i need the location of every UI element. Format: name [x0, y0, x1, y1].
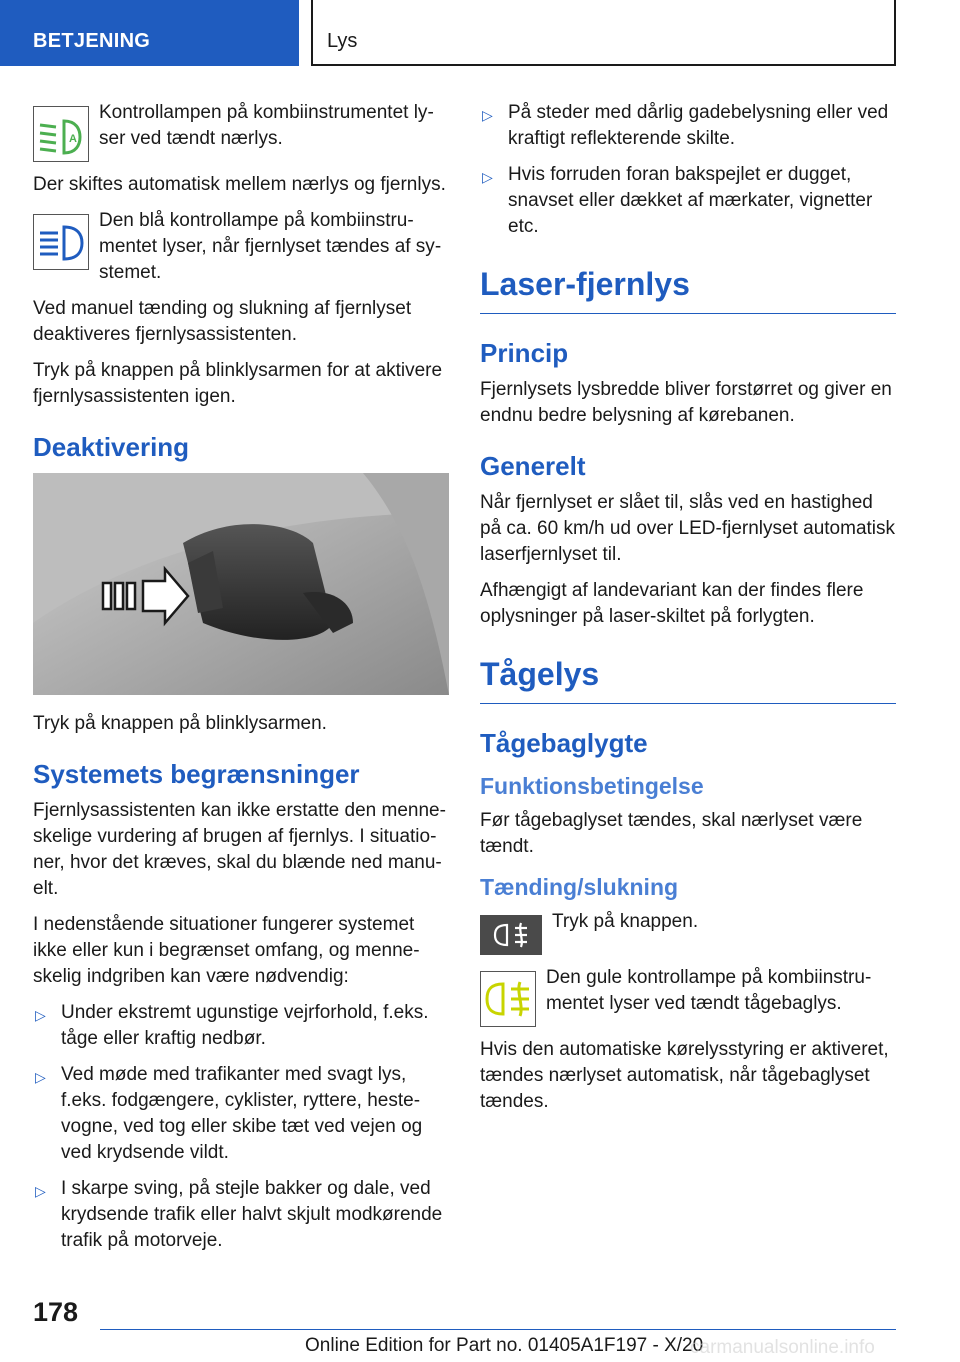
bullet-triangle-icon: ▷: [35, 1183, 46, 1199]
high-beam-indicator-row: [33, 208, 449, 286]
heading-princip: Princip: [480, 338, 569, 368]
list-item: ▷ Hvis forruden foran bakspejlet er dugget, snavset eller dækket af mærkater, vignetter etc.: [482, 164, 873, 237]
limitations-list-continued: [480, 100, 896, 240]
list-item: ▷ Under ekstremt ugunstige vejrforhold, f.eks. tåge eller kraftig nedbør.: [35, 1002, 429, 1049]
fog-indicator-row: [480, 965, 896, 1027]
low-beam-indicator-row: [33, 100, 449, 162]
heading-funktion: Funktionsbetingelse: [480, 773, 704, 799]
heading-begraensninger: Systemets begrænsninger: [33, 759, 360, 789]
low-beam-assistant-icon: [33, 106, 89, 162]
heading-deaktivering: Deaktivering: [33, 432, 190, 462]
paragraph: Den blå kontrollampe på kombiinstrumentet lyser, når fjernlyset tændes af systemet.: [99, 210, 442, 283]
heading-taagebaglygte: Tågebaglygte: [480, 728, 648, 758]
chapter-label: Lys: [311, 0, 896, 66]
footer-divider: [100, 1329, 896, 1330]
heading-taending: Tænding/slukning: [480, 874, 679, 900]
page-number: 178: [33, 1297, 79, 1327]
paragraph: Den gule kontrollampe på kombiinstrumentet lyser ved tændt tågebaglys.: [546, 967, 872, 1014]
list-item: ▷ I skarpe sving, på stejle bakker og dale, ved krydsende trafik eller halvt skjult modkørende trafik på motorveje.: [35, 1178, 443, 1251]
bullet-triangle-icon: ▷: [482, 169, 493, 185]
heading-taagelys: Tågelys: [480, 656, 896, 704]
fog-button-row: [480, 909, 896, 955]
paragraph: Tryk på knappen.: [552, 911, 699, 932]
watermark: carmanualsonline.info: [690, 1337, 875, 1358]
heading-generelt: Generelt: [480, 451, 586, 481]
bullet-triangle-icon: ▷: [35, 1069, 46, 1085]
bullet-triangle-icon: ▷: [482, 107, 493, 123]
list-item: ▷ Ved møde med trafikanter med svagt lys, f.eks. fodgængere, cyklister, ryttere, hestevogne, ved tog eller skibe tæt ved vejen og ved krydsende vildt.: [35, 1064, 423, 1163]
rear-fog-indicator-icon: [480, 971, 536, 1027]
paragraph: Kontrollampen på kombiinstrumentet lyser ved tændt nærlys.: [99, 102, 434, 149]
high-beam-icon: [33, 214, 89, 270]
right-column: [480, 100, 896, 1125]
edition-text: Online Edition for Part no. 01405A1F197 - X/20: [305, 1335, 704, 1356]
section-label: BETJENING: [0, 0, 299, 66]
paragraph: I nedenstående situationer fungerer systemet ikke eller kun i begrænset omfang, og menneskelig indgriben kan være nødvendig:: [33, 914, 420, 987]
turn-signal-lever-photo: [33, 473, 449, 695]
paragraph: Før tågebaglyset tændes, skal nærlyset være tændt.: [480, 810, 863, 857]
list-item: ▷ På steder med dårlig gadebelysning eller ved kraftigt reflekterende skilte.: [482, 102, 889, 149]
limitations-list: [33, 1000, 449, 1254]
paragraph: Der skiftes automatisk mellem nærlys og fjernlys.: [33, 174, 446, 195]
page-header: [0, 0, 960, 66]
paragraph: Tryk på knappen på blinklysarmen for at aktivere fjernlysassistenten igen.: [33, 360, 443, 407]
left-column: [33, 100, 449, 1264]
paragraph: Fjernlysets lysbredde bliver forstørret og giver en endnu bedre belysning af kørebanen.: [480, 379, 892, 426]
bullet-triangle-icon: ▷: [35, 1007, 46, 1023]
paragraph: Hvis den automatiske kørelysstyring er aktiveret, tændes nærlyset automatisk, når tågebaglyset tændes.: [480, 1039, 889, 1112]
paragraph: Afhængigt af landevariant kan der findes flere oplysninger på laser-skiltet på forlygten.: [480, 580, 864, 627]
heading-laser: Laser-fjernlys: [480, 266, 896, 314]
paragraph: Fjernlysassistenten kan ikke erstatte den menneskelige vurdering af brugen af fjernlys. I situationer, hvor det kræves, skal du blænde ned manuelt.: [33, 800, 446, 899]
paragraph: Ved manuel tænding og slukning af fjernlyset deaktiveres fjernlysassistenten.: [33, 298, 412, 345]
rear-fog-button-icon[interactable]: [480, 915, 542, 955]
paragraph: Når fjernlyset er slået til, slås ved en hastighed på ca. 60 km/h ud over LED-fjernlyset automatisk laserfjernlyset til.: [480, 492, 896, 565]
svg-text:A: A: [69, 133, 77, 145]
photo-caption: Tryk på knappen på blinklysarmen.: [33, 713, 327, 734]
